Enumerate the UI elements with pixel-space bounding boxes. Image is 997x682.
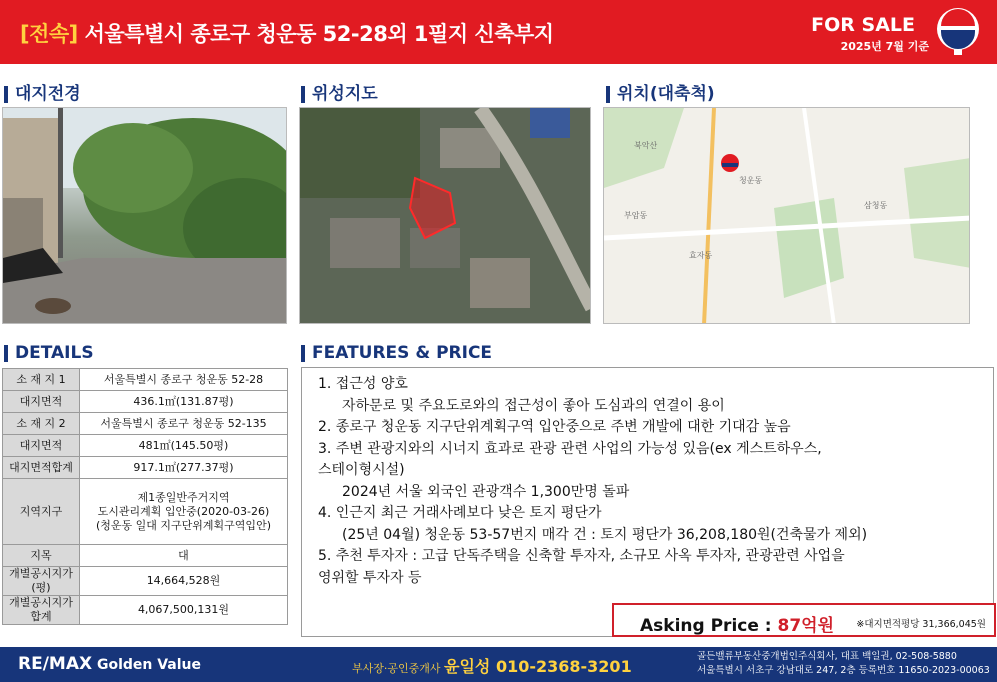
table-row [3, 391, 288, 413]
for-sale-label: FOR SALE [811, 14, 915, 36]
feature-line: 1. 접근성 양호 [318, 376, 408, 392]
detail-value: 제1종일반주거지역 도시관리계획 입안중(2020-03-26) (청운동 일대 지구단위계획구역입안) [80, 479, 288, 545]
brand-name: RE/MAX Golden Value [18, 654, 202, 674]
feature-line: 4. 인근지 최근 거래사례보다 낮은 토지 평단가 [318, 505, 602, 521]
table-row [3, 369, 288, 391]
site-photo [2, 107, 287, 324]
satellite-map [299, 107, 591, 324]
as-of-date: 2025년 7월 기준 [840, 40, 929, 53]
asking-price-value: 87억원 [777, 616, 835, 636]
detail-value: 서울특별시 종로구 청운동 52-28 [80, 369, 288, 391]
features-heading: FEATURES & PRICE [301, 343, 492, 363]
detail-value: 서울특별시 종로구 청운동 52-135 [80, 413, 288, 435]
detail-value: 917.1㎡(277.37평) [80, 457, 288, 479]
feature-line: 자하문로 및 주요도로와의 접근성이 좋아 도심과의 연결이 용이 [342, 397, 725, 414]
detail-value: 대 [80, 545, 288, 567]
location-map [603, 107, 970, 324]
feature-line: 2. 종로구 청운동 지구단위계획구역 입안중으로 주변 개발에 대한 기대감 높음 [318, 419, 791, 435]
detail-label: 대지면적 [3, 435, 80, 457]
features-list [302, 368, 993, 589]
detail-value: 481㎡(145.50평) [80, 435, 288, 457]
site-view-heading: 대지전경 [4, 84, 81, 104]
satellite-heading: 위성지도 [301, 84, 378, 104]
detail-label: 지목 [3, 545, 80, 567]
footer-bar [0, 647, 997, 682]
company-info: 골든밸류부동산중개법인주식회사, 대표 백일권, 02-508-5880 서울특별시 서초구 강남대로 247, 2층 등록번호 11650-2023-00063 [697, 651, 990, 676]
table-row [3, 435, 288, 457]
detail-label: 소 재 지 1 [3, 369, 80, 391]
feature-line: 3. 주변 관광지와의 시너지 효과로 관광 관련 사업의 가능성 있음(ex 게스트하우스, [318, 440, 822, 457]
header-banner [0, 0, 997, 64]
location-heading: 위치(대축척) [606, 84, 715, 104]
features-box [301, 367, 994, 637]
detail-label: 대지면적 [3, 391, 80, 413]
details-table [2, 368, 288, 625]
detail-label: 소 재 지 2 [3, 413, 80, 435]
table-row [3, 413, 288, 435]
detail-value: 14,664,528원 [80, 567, 288, 596]
table-row [3, 567, 288, 596]
listing-title: [전속] 서울특별시 종로구 청운동 52-28외 1필지 신축부지 [20, 22, 554, 46]
feature-line: (25년 04월) 청운동 53-57번지 매각 건 : 토지 평단가 36,208,180원(건축물가 제외) [342, 526, 868, 543]
feature-line: 스테이형시설) [318, 462, 405, 478]
feature-line: 5. 추천 투자자 : 고급 단독주택을 신축할 투자자, 소규모 사옥 투자자, 관광관련 사업을 [318, 548, 845, 564]
agent-contact: 부사장·공인중개사 윤일성 010-2368-3201 [352, 657, 632, 676]
table-row [3, 596, 288, 625]
map-pin-icon [721, 154, 739, 172]
price-per-pyeong-note: ※대지면적평당 31,366,045원 [856, 619, 986, 630]
map-label: 부암동 [624, 211, 648, 220]
map-label: 북악산 [634, 141, 658, 150]
detail-label: 대지면적합계 [3, 457, 80, 479]
detail-label: 지역지구 [3, 479, 80, 545]
map-label: 청운동 [739, 176, 763, 185]
table-row [3, 545, 288, 567]
table-row [3, 479, 288, 545]
asking-price-label: Asking Price : [640, 616, 778, 636]
table-row [3, 457, 288, 479]
feature-line: 2024년 서울 외국인 관광객수 1,300만명 돌파 [342, 483, 630, 500]
detail-label: 개별공시지가 (평) [3, 567, 80, 596]
exclusive-tag: [전속] [20, 22, 78, 46]
map-label: 삼청동 [864, 201, 888, 210]
asking-price-box [612, 603, 996, 637]
detail-value: 436.1㎡(131.87평) [80, 391, 288, 413]
remax-balloon-logo [933, 6, 983, 58]
detail-label: 개별공시지가 합계 [3, 596, 80, 625]
detail-value: 4,067,500,131원 [80, 596, 288, 625]
map-label: 효자동 [689, 251, 713, 260]
feature-line: 영위할 투자자 등 [318, 569, 422, 586]
details-heading: DETAILS [4, 343, 94, 363]
